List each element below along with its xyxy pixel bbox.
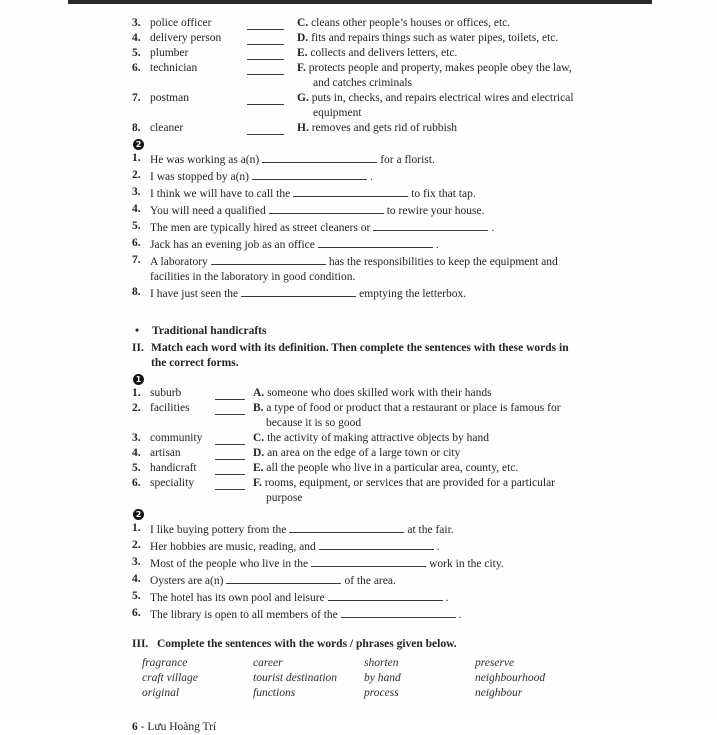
item-number: 5. [132, 47, 141, 59]
definition-letter: C. [297, 17, 309, 29]
item-number: 4. [132, 32, 141, 44]
sentence-item [132, 538, 660, 555]
definition-letter: F. [297, 62, 306, 74]
item-number: 1. [132, 387, 141, 399]
item-number: 4. [132, 203, 141, 215]
word-bank-item: neighbourhood [475, 672, 546, 684]
answer-blank [252, 168, 367, 180]
answer-blank [215, 461, 245, 475]
word-bank [142, 656, 660, 701]
match-row [132, 476, 660, 506]
definition-text-line2: purpose [266, 492, 303, 504]
match-row [132, 121, 660, 136]
word-bank-item: functions [253, 687, 296, 699]
sentence-text [150, 253, 660, 285]
sentence-text [150, 555, 660, 572]
definition-line [253, 386, 660, 401]
sentence-text [150, 285, 660, 302]
word-bank-item: by hand [364, 672, 401, 684]
match-definition [253, 431, 660, 446]
sentence-item [132, 151, 660, 168]
answer-blank [328, 589, 443, 601]
item-number: 5. [132, 590, 141, 602]
circled-number-icon: 1 [133, 374, 144, 385]
sentence-post: at the fair. [407, 524, 454, 536]
item-number: 3. [132, 17, 141, 29]
definition-line [253, 446, 660, 461]
word-bank-row [142, 671, 660, 686]
match-row [132, 46, 660, 61]
section-roman-numeral: III. [132, 638, 149, 650]
match-definition [297, 46, 660, 61]
sentence-pre: I was stopped by a(n) [150, 171, 250, 183]
sentence-text [150, 202, 660, 219]
match-definition [253, 386, 660, 401]
definition-line [253, 461, 660, 476]
sentence-text-line2: facilities in the laboratory in good condition. [150, 271, 356, 283]
sentence-item [132, 285, 660, 302]
definition-letter: E. [297, 47, 308, 59]
match-row [132, 446, 660, 461]
match-definition [253, 401, 660, 431]
definition-line [297, 31, 660, 46]
sentence-post: work in the city. [429, 558, 504, 570]
sentence-item [132, 185, 660, 202]
answer-blank [293, 185, 408, 197]
answer-blank [241, 285, 356, 297]
answer-blank [215, 386, 245, 400]
answer-blank [215, 446, 245, 460]
match-word: community [150, 432, 203, 444]
answer-blank [226, 572, 341, 584]
definition-letter: D. [253, 447, 265, 459]
sentence-item [132, 219, 660, 236]
sentence-pre: Oysters are a(n) [150, 575, 224, 587]
match-definition [297, 121, 660, 136]
item-number: 3. [132, 186, 141, 198]
sentence-post: . [445, 592, 449, 604]
section-heading-text [151, 341, 660, 371]
definition-letter: B. [253, 402, 264, 414]
circled-number-icon: 2 [133, 139, 144, 150]
item-number: 2. [132, 402, 141, 414]
definition-letter: E. [253, 462, 264, 474]
definition-text-line2: and catches criminals [313, 77, 412, 89]
sentence-pre: Jack has an evening job as an office [150, 239, 315, 251]
sentence-pre: He was working as a(n) [150, 154, 260, 166]
answer-blank [318, 236, 433, 248]
match-word: delivery person [150, 32, 222, 44]
item-number: 3. [132, 432, 141, 444]
exercise-part-marker [133, 371, 660, 386]
definition-text: rooms, equipment, or services that are provided for a particular [264, 477, 556, 489]
answer-blank [247, 16, 284, 30]
definition-text: all the people who live in a particular area, county, etc. [266, 462, 519, 474]
match-definition [253, 476, 660, 506]
answer-blank [341, 606, 456, 618]
answer-blank [247, 46, 284, 60]
answer-blank [311, 555, 426, 567]
sentence-pre: Most of the people who live in the [150, 558, 309, 570]
definition-letter: C. [253, 432, 265, 444]
sentence-pre: I like buying pottery from the [150, 524, 287, 536]
sentence-item [132, 202, 660, 219]
match-word: police officer [150, 17, 212, 29]
definition-letter: F. [253, 477, 262, 489]
answer-blank [269, 202, 384, 214]
page-footer [132, 720, 660, 735]
word-bank-item: process [364, 687, 399, 699]
item-number: 2. [132, 539, 141, 551]
definition-letter: G. [297, 92, 309, 104]
sentence-text [150, 219, 660, 236]
word-bank-item: original [142, 687, 180, 699]
sentence-text [150, 185, 660, 202]
sentence-post: to fix that tap. [411, 188, 476, 200]
answer-blank [215, 431, 245, 445]
answer-blank [215, 476, 245, 490]
definition-text: puts in, checks, and repairs electrical wires and electrical [311, 92, 574, 104]
sentence-item [132, 521, 660, 538]
match-definition [297, 16, 660, 31]
exercise-part-marker [133, 136, 660, 151]
sentence-pre: A laboratory [150, 256, 208, 268]
answer-blank [319, 538, 434, 550]
sentence-text [150, 538, 660, 555]
definition-letter: A. [253, 387, 265, 399]
word-bank-row [142, 686, 660, 701]
answer-blank [247, 121, 284, 135]
match-row [132, 386, 660, 401]
answer-blank [247, 61, 284, 75]
bullet-icon: • [135, 325, 140, 337]
fill-in-exercise-jobs [125, 151, 660, 302]
sentence-item [132, 236, 660, 253]
item-number: 4. [132, 447, 141, 459]
sentence-post: for a florist. [380, 154, 435, 166]
match-row [132, 16, 660, 31]
sentence-pre: The hotel has its own pool and leisure [150, 592, 325, 604]
definition-text-line2: equipment [313, 107, 362, 119]
item-number: 7. [132, 254, 141, 266]
answer-blank [247, 31, 284, 45]
definition-text-line2: because it is so good [266, 417, 362, 429]
item-number: 7. [132, 92, 141, 104]
answer-blank [262, 151, 377, 163]
author-name: - Lưu Hoàng Trí [140, 721, 217, 733]
sentence-text [150, 151, 660, 168]
item-number: 6. [132, 237, 141, 249]
sentence-pre: The men are typically hired as street cleaners or [150, 222, 371, 234]
sentence-post: . [491, 222, 495, 234]
definition-line [297, 91, 660, 106]
match-definition [297, 61, 660, 91]
item-number: 5. [132, 462, 141, 474]
sentence-text [150, 521, 660, 538]
sentence-text [150, 168, 660, 185]
definition-line [297, 61, 660, 76]
match-row [132, 91, 660, 121]
match-word: handicraft [150, 462, 197, 474]
definition-line [297, 16, 660, 31]
sentence-text [150, 606, 660, 623]
sentence-post: emptying the letterbox. [359, 288, 467, 300]
definition-text: someone who does skilled work with their hands [267, 387, 492, 399]
sentence-text [150, 589, 660, 606]
definition-line [253, 401, 660, 416]
definition-text: protects people and property, makes people obey the law, [308, 62, 572, 74]
definition-line [253, 431, 660, 446]
sentence-post: has the responsibilities to keep the equipment and [328, 256, 558, 268]
circled-number-icon: 2 [133, 509, 144, 520]
sentence-text [150, 236, 660, 253]
definition-text: removes and gets rid of rubbish [311, 122, 458, 134]
sentence-post: to rewire your house. [386, 205, 485, 217]
item-number: 8. [132, 122, 141, 134]
matching-exercise-jobs [125, 16, 660, 136]
definition-letter: D. [297, 32, 309, 44]
sentence-item [132, 589, 660, 606]
item-number: 3. [132, 556, 141, 568]
match-definition [297, 91, 660, 121]
definition-line [297, 121, 660, 136]
word-bank-item: fragrance [142, 657, 188, 669]
section-heading-text: Complete the sentences with the words / phrases given below. [157, 638, 457, 650]
match-definition [253, 461, 660, 476]
item-number: 5. [132, 220, 141, 232]
match-word: suburb [150, 387, 182, 399]
heading-line1: Match each word with its definition. Then complete the sentences with these words in [151, 342, 569, 354]
word-bank-item: craft village [142, 672, 198, 684]
heading-line2: the correct forms. [151, 357, 239, 369]
page-number: 6 [132, 721, 138, 733]
sentence-post: . [436, 541, 440, 553]
item-number: 2. [132, 169, 141, 181]
matching-exercise-handicrafts [125, 386, 660, 506]
item-number: 1. [132, 522, 141, 534]
definition-text: an area on the edge of a large town or city [267, 447, 461, 459]
match-word: postman [150, 92, 189, 104]
item-number: 1. [132, 152, 141, 164]
definition-text: fits and repairs things such as water pipes, toilets, etc. [311, 32, 559, 44]
match-word: artisan [150, 447, 181, 459]
match-word: cleaner [150, 122, 184, 134]
section-heading-3 [132, 637, 660, 652]
topic-heading [135, 324, 660, 339]
fill-in-exercise-handicrafts [125, 521, 660, 623]
word-bank-item: neighbour [475, 687, 523, 699]
match-word: speciality [150, 477, 195, 489]
item-number: 4. [132, 573, 141, 585]
item-number: 6. [132, 62, 141, 74]
match-row [132, 401, 660, 431]
definition-text: cleans other people’s houses or offices, etc. [311, 17, 511, 29]
answer-blank [289, 521, 404, 533]
exercise-part-marker [133, 506, 660, 521]
sentence-item [132, 572, 660, 589]
answer-blank [211, 253, 326, 265]
definition-line [253, 476, 660, 491]
page-content [125, 16, 660, 735]
scan-edge-bar [68, 0, 652, 4]
definition-line [297, 46, 660, 61]
match-row [132, 61, 660, 91]
match-word: facilities [150, 402, 190, 414]
definition-letter: H. [297, 122, 309, 134]
section-heading-2 [132, 341, 660, 371]
match-word: technician [150, 62, 198, 74]
sentence-item [132, 606, 660, 623]
sentence-post: . [435, 239, 439, 251]
word-bank-item: shorten [364, 657, 399, 669]
answer-blank [373, 219, 488, 231]
sentence-pre: I think we will have to call the [150, 188, 291, 200]
sentence-post: . [458, 609, 462, 621]
match-definition [253, 446, 660, 461]
item-number: 6. [132, 607, 141, 619]
word-bank-item: tourist destination [253, 672, 338, 684]
topic-heading-text: Traditional handicrafts [152, 325, 267, 337]
definition-text: collects and delivers letters, etc. [310, 47, 458, 59]
sentence-text [150, 572, 660, 589]
answer-blank [215, 401, 245, 415]
match-row [132, 461, 660, 476]
sentence-item [132, 253, 660, 285]
word-bank-item: preserve [475, 657, 515, 669]
sentence-post: . [370, 171, 373, 183]
item-number: 8. [132, 286, 141, 298]
sentence-post: of the area. [344, 575, 396, 587]
sentence-pre: The library is open to all members of the [150, 609, 338, 621]
word-bank-row [142, 656, 660, 671]
sentence-item [132, 168, 660, 185]
sentence-pre: You will need a qualified [150, 205, 266, 217]
section-roman-numeral: II. [132, 342, 144, 354]
sentence-item [132, 555, 660, 572]
match-row [132, 31, 660, 46]
definition-text: the activity of making attractive objects by hand [267, 432, 490, 444]
sentence-pre: I have just seen the [150, 288, 239, 300]
answer-blank [247, 91, 284, 105]
match-word: plumber [150, 47, 189, 59]
match-definition [297, 31, 660, 46]
definition-text: a type of food or product that a restaurant or place is famous for [266, 402, 561, 414]
item-number: 6. [132, 477, 141, 489]
sentence-pre: Her hobbies are music, reading, and [150, 541, 316, 553]
match-row [132, 431, 660, 446]
word-bank-item: career [253, 657, 283, 669]
